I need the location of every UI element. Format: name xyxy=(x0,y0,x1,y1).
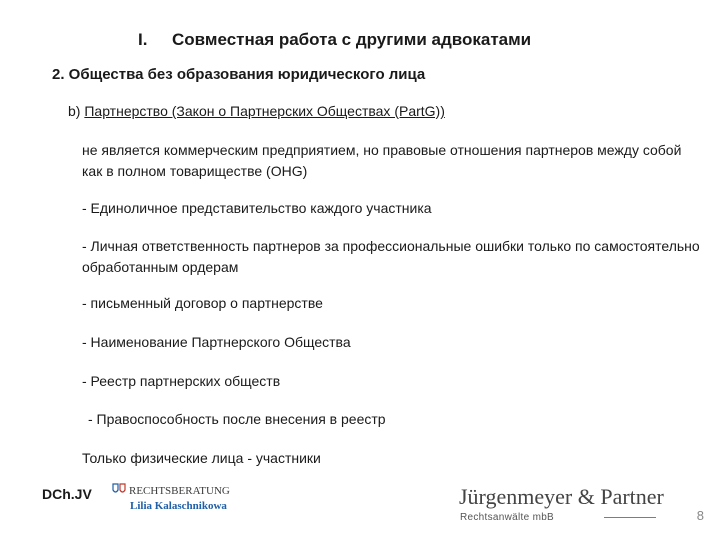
paragraph-name: - Наименование Партнерского Общества xyxy=(82,334,351,350)
paragraph-representation: - Единоличное представительство каждого участника xyxy=(82,200,432,216)
rechtsberatung-logo xyxy=(112,483,230,514)
slide-heading xyxy=(138,30,531,50)
paragraph-contract: - письменный договор о партнерстве xyxy=(82,295,323,311)
paragraph-definition: не является коммерческим предприятием, но правовые отношения партнеров между собой как в полном товариществе (OHG) xyxy=(82,142,682,179)
footer-left-label: DCh.JV xyxy=(42,486,92,502)
paragraph-liability: - Личная ответственность партнеров за профессиональные ошибки только по самостоятельно обработанным ордерам xyxy=(82,238,700,275)
paragraph-participants: Только физические лица - участники xyxy=(82,450,321,466)
firm-logo-text: Jürgenmeyer & Partner xyxy=(459,484,664,509)
section-title-row xyxy=(68,103,445,119)
paragraph-legal-capacity: - Правоспособность после внесения в реестр xyxy=(88,411,386,427)
heading-number: I. xyxy=(138,30,148,49)
logo-small-name: Lilia Kalaschnikowa xyxy=(130,500,227,512)
paragraph-register: - Реестр партнерских обществ xyxy=(82,373,281,389)
subheading: 2. Общества без образования юридического лица xyxy=(52,66,426,83)
firm-logo-subtitle: Rechtsanwälte mbB xyxy=(460,512,555,523)
heading-text: Совместная работа с другими адвокатами xyxy=(172,30,532,49)
page-number: 8 xyxy=(696,508,704,523)
logo-line-right xyxy=(604,517,656,518)
section-title: Партнерство (Закон о Партнерских Обществах (PartG)) xyxy=(84,103,445,119)
section-prefix: b) xyxy=(68,103,81,119)
shield-icon xyxy=(112,483,126,495)
logo-small-title: RECHTSBERATUNG xyxy=(129,485,230,497)
